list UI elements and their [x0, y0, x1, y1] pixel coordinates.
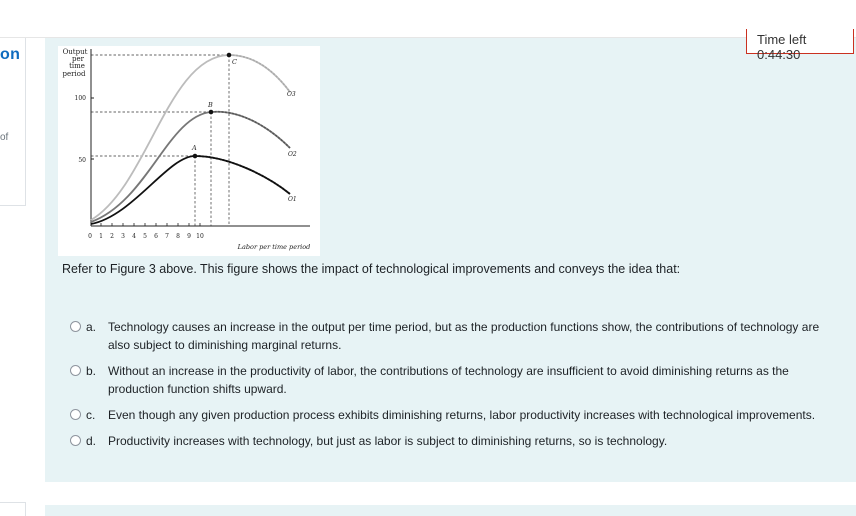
answer-option-b[interactable] — [70, 362, 840, 398]
point-label-b: B — [208, 101, 213, 109]
y-axis-title-line3: time — [69, 62, 85, 70]
answer-option-c[interactable] — [70, 406, 840, 424]
left-nav-panel — [0, 38, 26, 206]
answer-letter-c: c. — [86, 408, 96, 422]
curve-label-o2: O2 — [288, 151, 297, 158]
radio-button-c[interactable] — [70, 409, 81, 420]
answer-text-b[interactable]: Without an increase in the productivity of labor, the contributions of technology are insufficient to avoid diminishing returns as the production function shifts upward. — [108, 364, 789, 396]
answer-text-d[interactable]: Productivity increases with technology, but just as labor is subject to diminishing returns, so is technology. — [108, 434, 668, 448]
y-axis-title-line2: per — [72, 55, 84, 63]
answer-text-c[interactable]: Even though any given production process exhibits diminishing returns, labor productivity increases with technological improvements. — [108, 408, 816, 422]
left-nav-panel-lower — [0, 502, 26, 516]
x-tick-label-5: 5 — [143, 233, 147, 240]
answer-letter-b: b. — [86, 364, 97, 378]
left-nav-fragment-top: on — [0, 46, 21, 63]
curve-label-o3: O3 — [287, 91, 296, 98]
y-axis-title-line1: Output — [62, 48, 88, 56]
curve-o1-dashed-tail — [195, 156, 290, 194]
x-tick-label-6: 6 — [154, 233, 158, 240]
x-tick-label-1: 1 — [99, 233, 103, 240]
point-label-a: A — [192, 144, 197, 152]
x-tick-label-7: 7 — [165, 233, 169, 240]
timer-label: Time left 0:44:30 — [757, 32, 807, 62]
point-a — [193, 154, 198, 159]
next-question-panel — [45, 505, 856, 516]
answer-text-a[interactable]: Technology causes an increase in the output per time period, but as the production functions show, the contributions of technology are also subject to diminishing marginal returns. — [108, 320, 820, 352]
curve-label-o1: O1 — [288, 196, 297, 203]
curve-o2-dashed-tail — [211, 112, 290, 148]
answer-letter-d: d. — [86, 434, 97, 448]
x-tick-label-9: 9 — [187, 233, 191, 240]
answer-letter-a: a. — [86, 320, 97, 334]
point-c — [227, 53, 232, 58]
top-bar — [0, 0, 856, 38]
answer-option-d[interactable] — [70, 432, 840, 450]
x-tick-label-0: 0 — [88, 233, 92, 240]
x-tick-label-10: 10 — [196, 233, 204, 240]
quiz-timer — [746, 29, 854, 62]
y-tick-label-50: 50 — [78, 157, 86, 164]
curve-o3 — [91, 55, 290, 220]
production-function-figure — [58, 46, 320, 256]
point-label-c: C — [232, 58, 237, 66]
y-tick-label-100: 100 — [74, 95, 86, 102]
point-b — [209, 110, 214, 115]
left-nav-fragment-mid: of — [0, 132, 9, 143]
answer-list — [70, 318, 840, 458]
curve-o3-dashed-tail — [229, 55, 290, 92]
y-axis-title-line4: period — [62, 70, 86, 78]
x-axis-title: Labor per time period — [237, 243, 311, 251]
x-tick-label-4: 4 — [132, 233, 136, 240]
radio-button-b[interactable] — [70, 365, 81, 376]
answer-option-a[interactable] — [70, 318, 840, 354]
figure-svg — [58, 46, 320, 256]
x-tick-label-3: 3 — [121, 233, 125, 240]
curve-o2 — [91, 112, 290, 222]
radio-button-a[interactable] — [70, 321, 81, 332]
x-tick-label-2: 2 — [110, 233, 114, 240]
question-text: Refer to Figure 3 above. This figure shows the impact of technological improvements and conveys the idea that: — [62, 262, 681, 276]
x-tick-label-8: 8 — [176, 233, 180, 240]
radio-button-d[interactable] — [70, 435, 81, 446]
